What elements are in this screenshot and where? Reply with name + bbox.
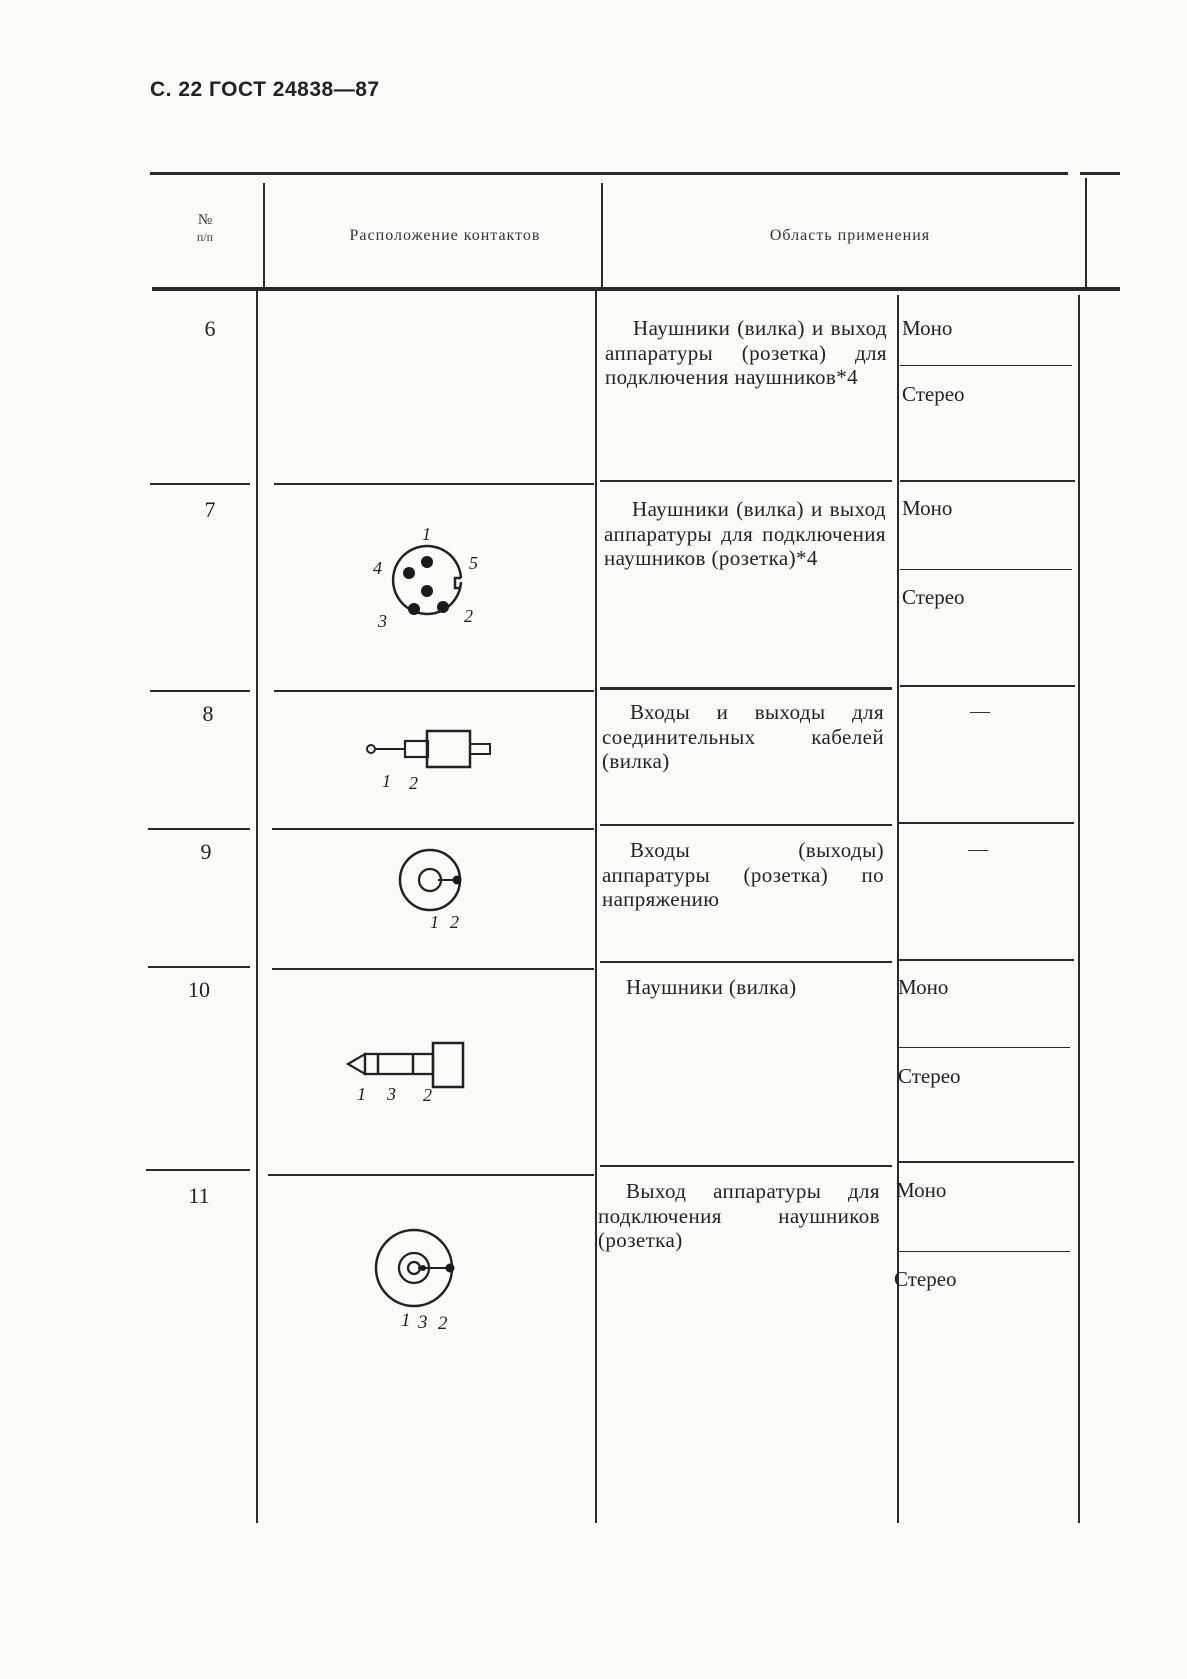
col-line-contacts: [601, 183, 603, 287]
stereo-socket-diagram: [372, 1228, 472, 1333]
pin-label-2: 2: [409, 773, 418, 793]
pin-label-1: 1: [357, 1084, 366, 1104]
pin-label-1: 1: [382, 771, 391, 791]
pin-3: [408, 603, 420, 615]
page-header: С. 22 ГОСТ 24838—87: [150, 78, 380, 101]
row-sep: [150, 483, 250, 485]
din-5pin-connector-diagram: [360, 525, 490, 640]
col-line-num: [263, 183, 265, 287]
row-number: 6: [204, 316, 216, 341]
row-area-text: Наушники (вилка) и выход аппаратуры (розетка) для подключения наушников*4: [605, 316, 887, 389]
col-line-right: [1078, 295, 1080, 1523]
pin-4: [403, 567, 415, 579]
col-line-contacts-body: [595, 291, 597, 1523]
mode-mono: Моно: [902, 316, 953, 340]
row-number: 10: [188, 977, 210, 1002]
row-sep: [146, 1169, 250, 1171]
row-sep: [268, 1174, 594, 1176]
pin-label-2: 2: [423, 1085, 432, 1105]
row-sep: [898, 822, 1074, 824]
row-number: 8: [202, 701, 214, 726]
row-sep: [150, 690, 250, 692]
row-sep: [274, 483, 594, 485]
pin-label-5: 5: [469, 553, 478, 573]
col-line-mode: [897, 295, 899, 1523]
jack-plug-diagram: [345, 1038, 505, 1113]
pin-2: [437, 601, 449, 613]
table-top-rule-ext: [1080, 172, 1120, 175]
row-area-text: Входы и выходы для соединительных кабелей (вилка): [602, 700, 884, 773]
mode-stereo: Стерео: [898, 1064, 961, 1088]
row-sep: [898, 1161, 1074, 1163]
header-num: № п/п: [196, 212, 214, 244]
row-sep: [600, 1165, 892, 1167]
table-top-rule: [150, 172, 1068, 175]
row-number: 11: [188, 1183, 210, 1208]
header-area: Область применения: [769, 227, 931, 244]
mode-mono: Моно: [902, 496, 953, 520]
coax-socket-diagram: [390, 846, 480, 931]
row-sep: [274, 690, 594, 692]
rca-plug-diagram: [360, 725, 510, 795]
header-contacts: Расположение контактов: [349, 227, 541, 244]
pin-label-1: 1: [401, 1310, 411, 1331]
mode-stereo: Стерео: [902, 382, 965, 406]
empty-dash: —: [970, 700, 990, 722]
row-area-text: Входы (выходы) аппаратуры (розетка) по напряжению: [602, 838, 884, 911]
row-sep: [272, 968, 594, 970]
row-area-text: Наушники (вилка): [626, 975, 797, 999]
pin-label-3: 3: [418, 1312, 428, 1333]
row-sep: [148, 966, 250, 968]
mode-sep: [898, 1047, 1070, 1048]
pin-label-3: 3: [387, 1084, 396, 1104]
mode-stereo: Стерео: [894, 1267, 957, 1291]
row-area-text: Наушники (вилка) и выход аппаратуры для подключения наушников (розетка)*4: [604, 497, 886, 570]
mode-mono: Моно: [898, 975, 949, 999]
row-sep: [900, 685, 1075, 687]
col-line-right-head: [1085, 178, 1087, 287]
pin-label-1: 1: [430, 912, 439, 931]
row-sep: [600, 480, 892, 482]
pin-center: [421, 585, 433, 597]
row-number: 9: [200, 839, 212, 864]
empty-dash: —: [968, 838, 988, 860]
row-sep: [600, 687, 892, 690]
pin-label-2: 2: [464, 606, 473, 626]
row-sep: [898, 959, 1074, 961]
row-sep: [148, 828, 250, 830]
col-line-num-body: [256, 291, 258, 1523]
mode-sep: [898, 1251, 1070, 1252]
pin-label-3: 3: [378, 611, 387, 631]
pin-label-1: 1: [422, 525, 431, 544]
mode-stereo: Стерео: [902, 585, 965, 609]
row-sep: [900, 480, 1075, 482]
pin-label-4: 4: [373, 558, 382, 578]
table-header-rule: [152, 287, 1120, 291]
pin-label-2: 2: [450, 912, 459, 931]
mode-mono: Моно: [896, 1178, 947, 1202]
row-sep: [600, 824, 892, 826]
mode-sep: [900, 569, 1072, 570]
row-area-text: Выход аппаратуры для подключения наушников (розетка): [598, 1179, 880, 1252]
row-sep: [600, 961, 892, 963]
pin-1: [421, 556, 433, 568]
row-number: 7: [204, 497, 216, 522]
mode-sep: [900, 365, 1072, 366]
row-sep: [272, 828, 594, 830]
pin-label-2: 2: [438, 1313, 448, 1333]
